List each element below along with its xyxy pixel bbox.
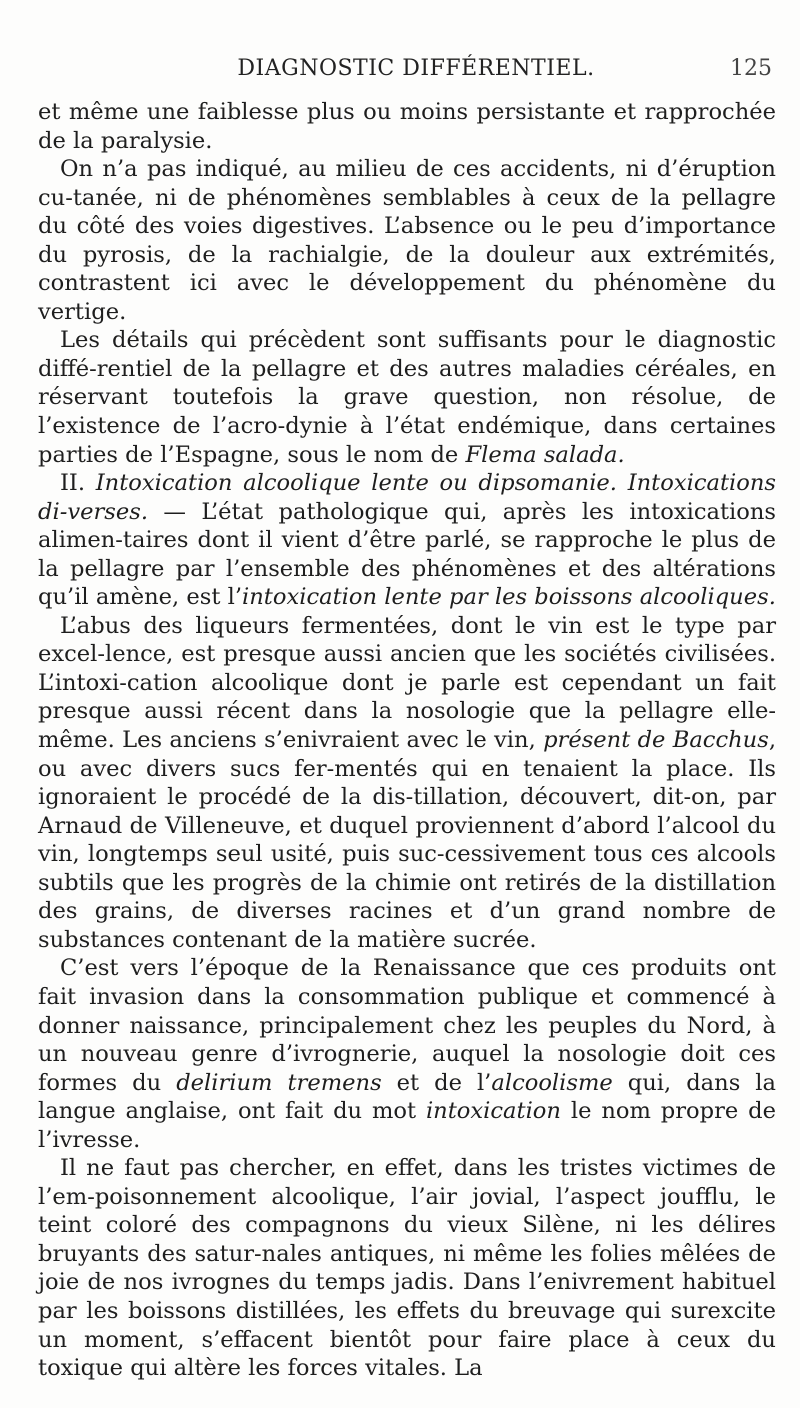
paragraph-3-text: Les détails qui précèdent sont suffisants pour le diagnostic diffé-rentiel de la pellagre et des autres maladies céréales, en réservant toutefois la grave question, non résolue, de l’existence de l’acro-dynie à l’état endémique, dans certaines parties de l’Espagne, sous le nom de	[38, 327, 776, 468]
present-de-bacchus-term: présent de Bacchus	[543, 727, 769, 754]
paragraph-6-text-c: qui, dans la langue anglaise, ont fait du mot	[38, 1069, 776, 1125]
paragraph-5-text-b: , ou avec divers sucs fer-mentés qui en tenaient la place. Ils ignoraient le procédé de la dis-tillation, découvert, dit-on, par Arnaud de Villeneuve, et duquel proviennent d’abord l’alcool du vin, longtemps seul usité, puis suc-cessivement tous ces alcools subtils que les progrès de la chimie ont retirés de la distillation des grains, de diverses racines et d’un grand nombre de substances contenant de la matière sucrée.	[38, 727, 777, 953]
paragraph-6-text-d: le nom propre de l’ivresse.	[38, 1098, 776, 1153]
running-title: DIAGNOSTIC DIFFÉRENTIEL.	[237, 56, 595, 81]
paragraph-1: et même une faiblesse plus ou moins persistante et rapprochée de la paralysie.	[38, 99, 776, 154]
section-ii-article: l’	[227, 584, 243, 611]
page-header	[60, 56, 772, 86]
body-text	[38, 98, 776, 1383]
section-ii-title: Intoxication alcoolique lente ou dipsomanie. Intoxications di-verses.	[38, 470, 776, 525]
paragraph-6-text-a: C’est vers l’époque de la Renaissance que ces produits ont fait invasion dans la consommation publique et commencé à donner naissance, principalement chez les peuples du Nord, à un nouveau genre d’ivrognerie, auquel la nosologie doit ces formes du	[38, 955, 776, 1096]
paragraph-3	[38, 326, 776, 469]
alcoolisme-term: alcoolisme	[491, 1069, 613, 1096]
intoxication-term: intoxication	[425, 1098, 561, 1125]
delirium-tremens-term: delirium tremens	[176, 1069, 382, 1096]
section-ii-italic-end: intoxication lente par les boissons alcooliques.	[242, 584, 776, 611]
page-number: 125	[730, 56, 772, 81]
paragraph-6-text-b: et de l’	[381, 1069, 492, 1096]
paragraph-5	[38, 612, 776, 955]
section-ii-text: — L’état pathologique qui, après les intoxications alimen-taires dont il vient d’être parlé, se rapproche le plus de la pellagre par l’ensemble des phénomènes et des altérations qu’il amène, est	[38, 498, 776, 611]
paragraph-5-text-a: L’abus des liqueurs fermentées, dont le vin est le type par excel-lence, est presque aussi ancien que les sociétés civilisées. L’intoxi-cation alcoolique dont je parle est cependant un fait presque aussi récent dans la nosologie que la pellagre elle-même. Les anciens s’enivraient avec le vin,	[38, 612, 776, 754]
flema-salada-term: Flema salada.	[465, 441, 625, 468]
paragraph-7: Il ne faut pas chercher, en effet, dans les tristes victimes de l’em-poisonnement alcoolique, l’air jovial, l’aspect joufflu, le teint coloré des compagnons du vieux Silène, ni les délires bruyants des satur-nales antiques, ni même les folies mêlées de joie de nos ivrognes du temps jadis. Dans l’enivrement habituel par les boissons distillées, les effets du breuvage qui surexcite un moment, s’effacent bientôt pour faire place à ceux du toxique qui altère les forces vitales. La	[38, 1155, 776, 1382]
paragraph-2: On n’a pas indiqué, au milieu de ces accidents, ni d’éruption cu-tanée, ni de phénomènes semblables à ceux de la pellagre du côté des voies digestives. L’absence ou le peu d’importance du pyrosis, de la rachialgie, de la douleur aux extrémités, contrastent ici avec le développement du phénomène du vertige.	[38, 156, 776, 325]
section-ii-heading-paragraph	[38, 469, 776, 612]
section-numeral: II.	[60, 470, 96, 497]
paragraph-6	[38, 954, 776, 1154]
